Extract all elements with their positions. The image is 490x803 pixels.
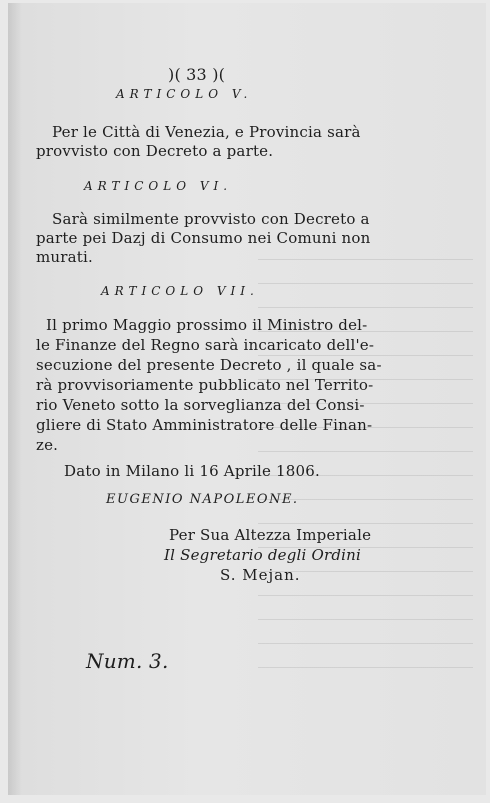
article-7-line-5: rio Veneto sotto la sorveglianza del Consi- bbox=[36, 396, 365, 414]
article-6-line-1: Sarà similmente provvisto con Decreto a bbox=[52, 210, 370, 228]
signature: EUGENIO NAPOLEONE. bbox=[106, 492, 299, 507]
article-7-line-7: ze. bbox=[36, 436, 59, 454]
countersign-line-3: S. Mejan. bbox=[220, 566, 301, 584]
countersign-line-1: Per Sua Altezza Imperiale bbox=[169, 526, 372, 544]
article-7-heading: ARTICOLO VII. bbox=[101, 284, 259, 298]
article-5-heading: ARTICOLO V. bbox=[116, 87, 253, 101]
article-7-line-1: Il primo Maggio prossimo il Ministro del- bbox=[46, 316, 368, 334]
article-7-line-2: le Finanze del Regno sarà incaricato dell'e- bbox=[36, 336, 375, 354]
date-line: Dato in Milano li 16 Aprile 1806. bbox=[64, 462, 320, 480]
bleed-through-text bbox=[258, 243, 473, 673]
article-5-line-2: provvisto con Decreto a parte. bbox=[36, 142, 274, 160]
footer-number: Num. 3. bbox=[86, 649, 169, 673]
article-7-line-4: rà provvisoriamente pubblicato nel Territo- bbox=[36, 376, 374, 394]
article-6-heading: ARTICOLO VI. bbox=[84, 179, 233, 193]
document-page bbox=[8, 3, 486, 795]
article-5-line-1: Per le Città di Venezia, e Provincia sarà bbox=[52, 123, 361, 141]
article-6-line-3: murati. bbox=[36, 248, 93, 266]
article-7-line-6: gliere di Stato Amministratore delle Finan- bbox=[36, 416, 373, 434]
article-6-line-2: parte pei Dazj di Consumo nei Comuni non bbox=[36, 229, 371, 247]
countersign-line-2: Il Segretario degli Ordini bbox=[164, 546, 361, 564]
article-7-line-3: secuzione del presente Decreto , il quale sa- bbox=[36, 356, 382, 374]
page-number: )( 33 )( bbox=[168, 65, 226, 84]
